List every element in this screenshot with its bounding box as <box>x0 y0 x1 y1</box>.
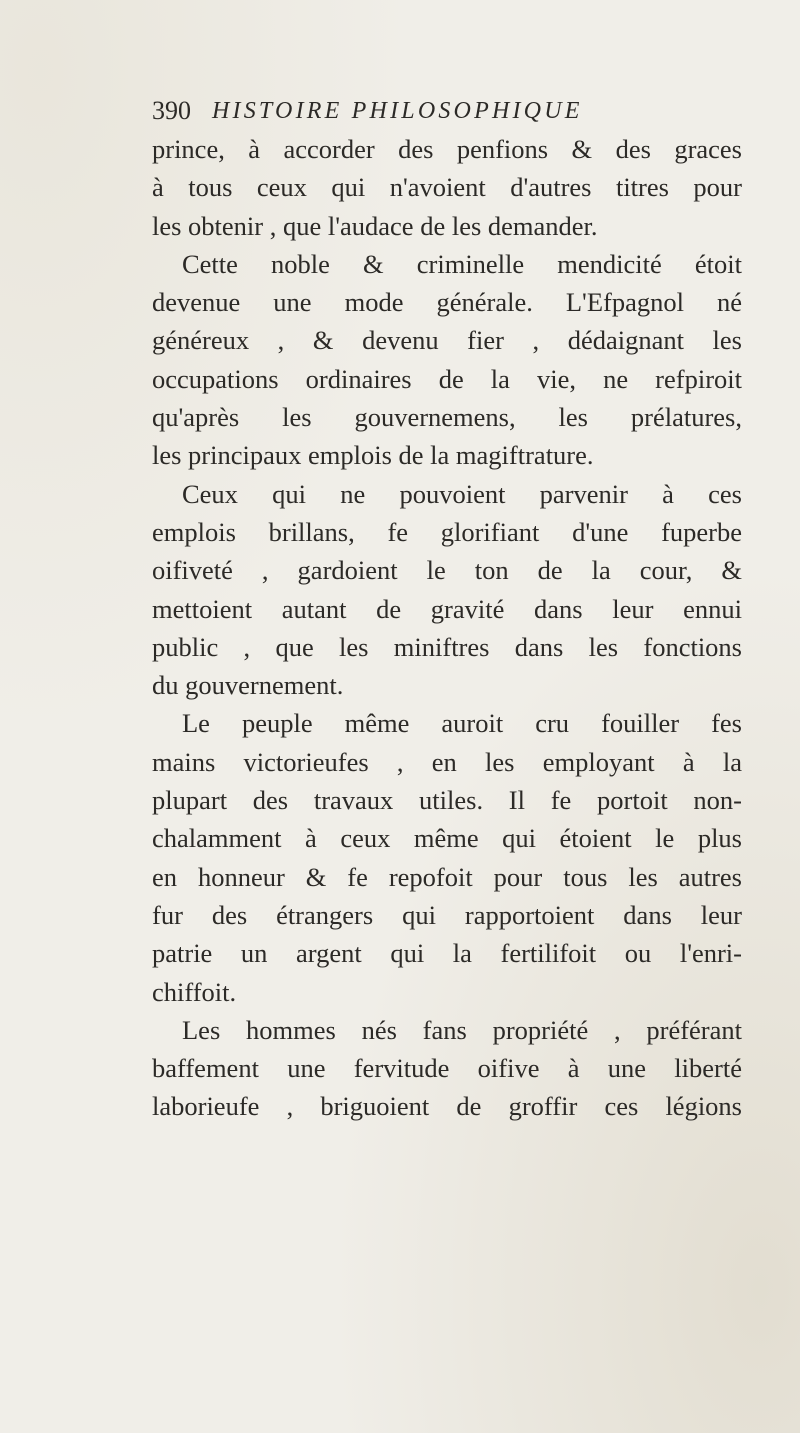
text-line: emplois brillans, fe glorifiant d'une fuperbe <box>152 516 742 547</box>
text-line: les principaux emplois de la magiftrature. <box>152 440 594 471</box>
text-line: en honneur & fe repofoit pour tous les autres <box>152 861 742 892</box>
text-line: mettoient autant de gravité dans leur ennui <box>152 593 742 624</box>
text-line: devenue une mode générale. L'Efpagnol né <box>152 287 742 318</box>
text-line: Le peuple même auroit cru fouiller fes <box>182 708 742 739</box>
text-line: du gouvernement. <box>152 670 344 701</box>
text-line: chalamment à ceux même qui étoient le plus <box>152 823 742 854</box>
text-line: oifiveté , gardoient le ton de la cour, & <box>152 555 742 586</box>
text-line: baffement une fervitude oifive à une liberté <box>152 1053 742 1084</box>
page-number: 390 <box>152 96 191 125</box>
running-title: HISTOIRE PHILOSOPHIQUE <box>212 98 583 124</box>
text-line: les obtenir , que l'audace de les demander. <box>152 210 598 241</box>
text-line: Les hommes nés fans propriété , préférant <box>182 1014 742 1045</box>
text-line: patrie un argent qui la fertilifoit ou l'enri- <box>152 938 742 969</box>
text-line: laborieufe , briguoient de groffir ces légions <box>152 1091 742 1122</box>
text-line: Ceux qui ne pouvoient parvenir à ces <box>182 478 742 509</box>
text-line: prince, à accorder des penfions & des graces <box>152 134 742 164</box>
text-line: plupart des travaux utiles. Il fe portoit non- <box>152 785 742 816</box>
running-header <box>152 94 742 128</box>
text-line: mains victorieufes , en les employant à la <box>152 746 742 777</box>
text-line: à tous ceux qui n'avoient d'autres titres pour <box>152 172 742 203</box>
text-line: occupations ordinaires de la vie, ne refpiroit <box>152 363 742 394</box>
text-line: public , que les miniftres dans les fonctions <box>152 631 742 662</box>
text-line: qu'après les gouvernemens, les prélatures, <box>152 402 742 433</box>
text-line: généreux , & devenu fier , dédaignant les <box>152 325 742 356</box>
text-line: chiffoit. <box>152 976 237 1007</box>
text-line: Cette noble & criminelle mendicité étoit <box>182 248 742 279</box>
text-line: fur des étrangers qui rapportoient dans leur <box>152 899 742 930</box>
page-text <box>152 130 742 1126</box>
